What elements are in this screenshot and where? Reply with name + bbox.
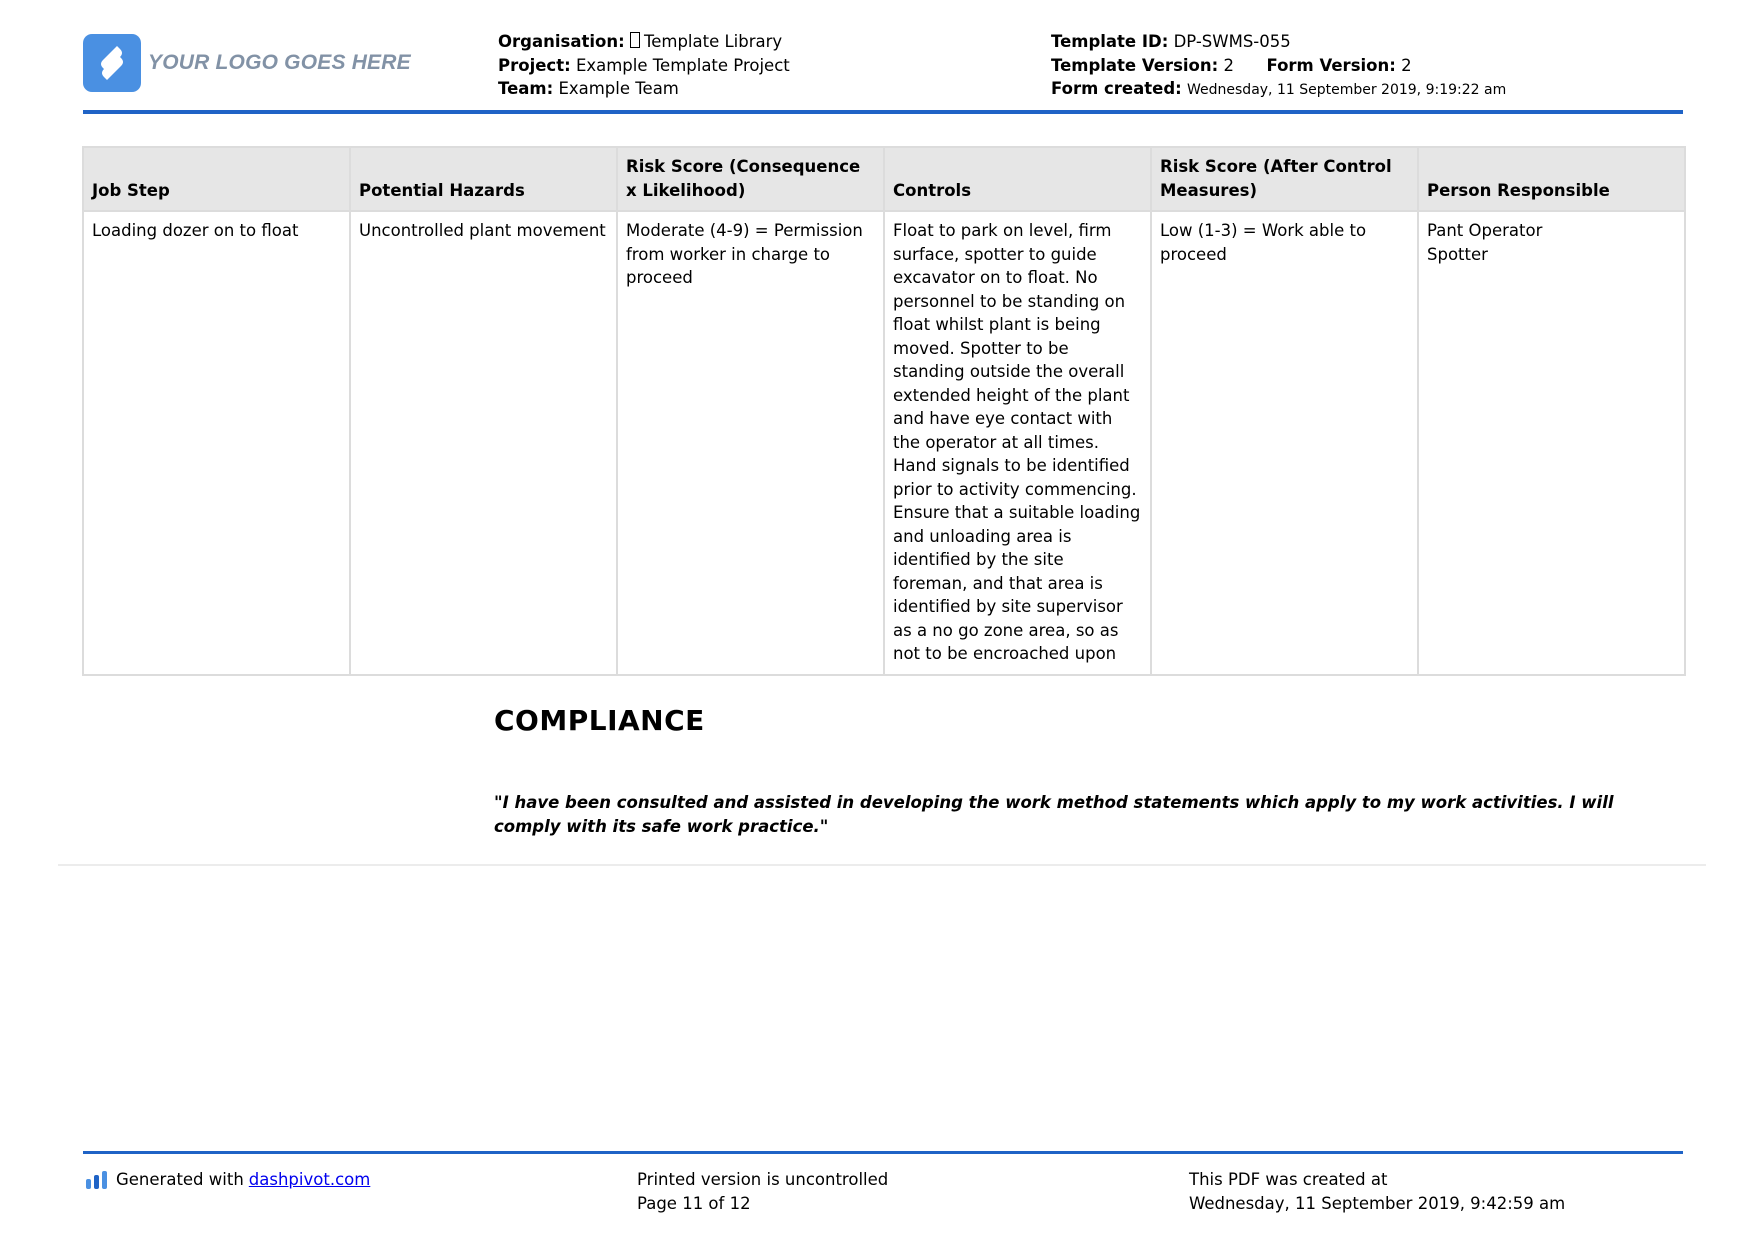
cell-job-step: Loading dozer on to float — [83, 211, 350, 675]
team-value: Example Team — [558, 79, 679, 98]
pdf-created-info — [1189, 1168, 1565, 1215]
form-created-line — [1051, 77, 1506, 103]
template-version-label: Template Version: — [1051, 55, 1219, 75]
project-label: Project: — [498, 55, 571, 75]
organisation-value: Template Library — [643, 32, 783, 51]
person-responsible-2: Spotter — [1427, 244, 1488, 264]
company-logo — [83, 34, 411, 92]
header-potential-hazards: Potential Hazards — [350, 147, 617, 211]
cell-risk-score: Moderate (4-9) = Permission from worker in charge to proceed — [617, 211, 884, 675]
project-value: Example Template Project — [575, 55, 790, 75]
template-id-value: DP-SWMS-055 — [1173, 32, 1291, 51]
form-version-value: 2 — [1401, 55, 1412, 75]
header-meta-right — [1051, 30, 1506, 103]
table-header-row — [83, 147, 1685, 211]
compliance-heading: COMPLIANCE — [494, 704, 705, 737]
team-line — [498, 77, 790, 101]
header-risk-score: Risk Score (Consequence x Likelihood) — [617, 147, 884, 211]
page-number: Page 11 of 12 — [637, 1193, 751, 1213]
dashpivot-link[interactable]: dashpivot.com — [248, 1170, 371, 1189]
organisation-label: Organisation: — [498, 32, 625, 51]
generated-with — [86, 1168, 370, 1192]
bar-chart-icon — [86, 1171, 108, 1189]
cell-hazards: Uncontrolled plant movement — [350, 211, 617, 675]
generated-prefix: Generated with — [116, 1170, 244, 1189]
header-risk-score-after: Risk Score (After Control Measures) — [1151, 147, 1418, 211]
template-version-value: 2 — [1223, 55, 1234, 75]
logo-text: YOUR LOGO GOES HERE — [148, 51, 411, 74]
cell-risk-after: Low (1-3) = Work able to proceed — [1151, 211, 1418, 675]
version-line — [1051, 54, 1506, 78]
header-meta-left — [498, 30, 790, 101]
table-row — [83, 211, 1685, 675]
print-info — [637, 1168, 888, 1215]
printed-note: Printed version is uncontrolled — [637, 1170, 889, 1189]
template-id-label: Template ID: — [1051, 32, 1169, 51]
risk-assessment-table — [82, 146, 1686, 676]
section-divider — [58, 864, 1706, 866]
compliance-statement: "I have been consulted and assisted in developing the work method statements which apply to my work activities. I will comply with its safe work practice." — [494, 793, 1614, 836]
logo-mark-icon — [83, 34, 141, 92]
team-label: Team: — [498, 79, 554, 98]
form-created-label: Form created: — [1051, 79, 1182, 98]
organisation-line — [498, 30, 790, 54]
pdf-created-label: This PDF was created at — [1189, 1170, 1388, 1189]
form-created-value: Wednesday, 11 September 2019, 9:19:22 am — [1187, 82, 1507, 98]
pdf-created-value: Wednesday, 11 September 2019, 9:42:59 am — [1189, 1193, 1566, 1213]
person-responsible-1: Pant Operator — [1427, 221, 1543, 240]
page-header — [83, 28, 1683, 114]
form-version-label: Form Version: — [1266, 55, 1396, 75]
cell-person-responsible — [1418, 211, 1685, 675]
page-footer — [83, 1151, 1683, 1234]
template-id-line — [1051, 30, 1506, 54]
cell-controls: Float to park on level, firm surface, spotter to guide excavator on to float. No personnel to be standing on float whilst plant is being moved. Spotter to be standing outside the overall extended height of the plant and have eye contact with the operator at all times. Hand signals to be identified prior to activity commencing. Ensure that a suitable loading and unloading area is identified by the site foreman, and that area is identified by site supervisor as a no go zone area, so as not to be encroached upon — [884, 211, 1151, 675]
header-person-responsible: Person Responsible — [1418, 147, 1685, 211]
header-controls: Controls — [884, 147, 1151, 211]
box-glyph-icon — [630, 32, 640, 48]
header-job-step: Job Step — [83, 147, 350, 211]
project-line — [498, 54, 790, 78]
